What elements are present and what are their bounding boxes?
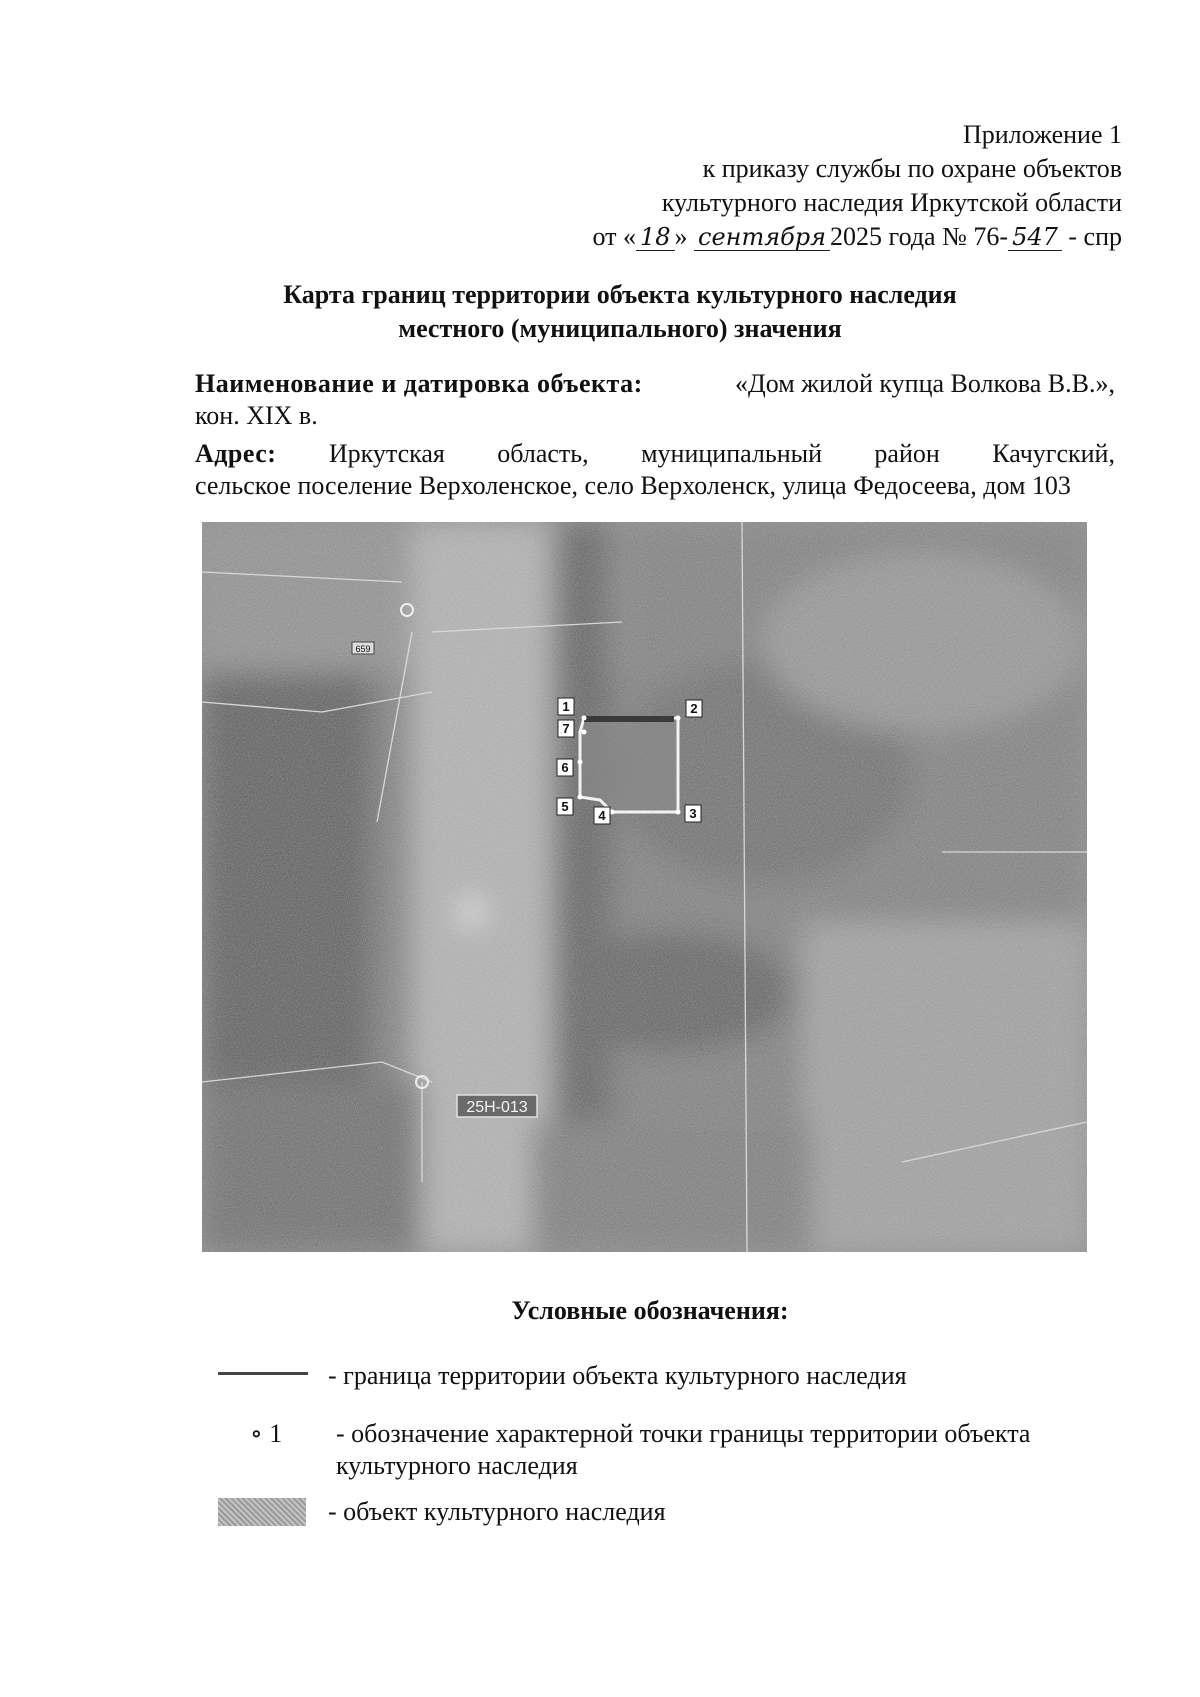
appendix-date-line: от « 18 » сентября 2025 года № 76- 547 - спр (592, 222, 1122, 251)
object-description (195, 368, 1115, 502)
address-word: область, (497, 439, 589, 468)
boundary-line-symbol (218, 1372, 308, 1375)
small-parcel-label (352, 642, 374, 654)
object-name-value: «Дом жилой купца Волкова В.В.», (734, 369, 1115, 398)
legend-point-text: - обозначение характерной точки границы территории объекта культурного наследия (336, 1419, 1031, 1480)
svg-text:3: 3 (689, 806, 697, 821)
address-label: Адрес: (195, 439, 277, 468)
handwritten-number: 547 (1008, 224, 1062, 251)
legend-boundary-text: - граница территории объекта культурного наследия (328, 1361, 907, 1390)
appendix-line-1: Приложение 1 (962, 120, 1122, 149)
address-line-2: сельское поселение Верхоленское, село Верхоленск, улица Федосеева, дом 103 (195, 471, 1071, 500)
address-word: муниципальный (641, 439, 822, 468)
document-title: Карта границ территории объекта культурного наследия местного (муниципального) значения (283, 280, 957, 343)
address-word: Иркутская (328, 439, 445, 468)
legend-title: Условные обозначения: (511, 1296, 789, 1325)
satellite-map (202, 522, 1087, 1252)
svg-text:7: 7 (562, 721, 570, 736)
legend-boundary-row (218, 1360, 1118, 1394)
address-word: район (874, 439, 940, 468)
object-date: кон. XIX в. (195, 401, 318, 430)
svg-text:659: 659 (355, 644, 371, 654)
address-word: Качугский, (992, 439, 1115, 468)
appendix-line-3: культурного наследия Иркутской области (661, 188, 1122, 217)
legend-object-text: - объект культурного наследия (328, 1497, 666, 1526)
appendix-line-2: к приказу службы по охране объектов (702, 154, 1122, 183)
address-line (195, 438, 1115, 470)
legend-point-row (218, 1418, 1118, 1488)
handwritten-month: сентября (694, 224, 830, 251)
road-label (457, 1095, 537, 1117)
object-name-label: Наименование и датировка объекта: (195, 369, 643, 398)
svg-text:1: 1 (562, 699, 570, 714)
svg-text:2: 2 (690, 701, 698, 716)
handwritten-day: 18 (636, 224, 675, 251)
svg-text:6: 6 (561, 760, 569, 775)
legend-object-row (218, 1496, 1118, 1530)
object-fill-symbol (218, 1498, 306, 1526)
svg-text:4: 4 (598, 808, 606, 823)
object-name-line (195, 368, 1115, 400)
map-svg (202, 522, 1087, 1252)
appendix-header (592, 118, 1122, 254)
svg-text:25Н-013: 25Н-013 (466, 1099, 528, 1116)
svg-text:5: 5 (561, 799, 569, 814)
point-symbol: ∘ 1 (250, 1419, 283, 1448)
